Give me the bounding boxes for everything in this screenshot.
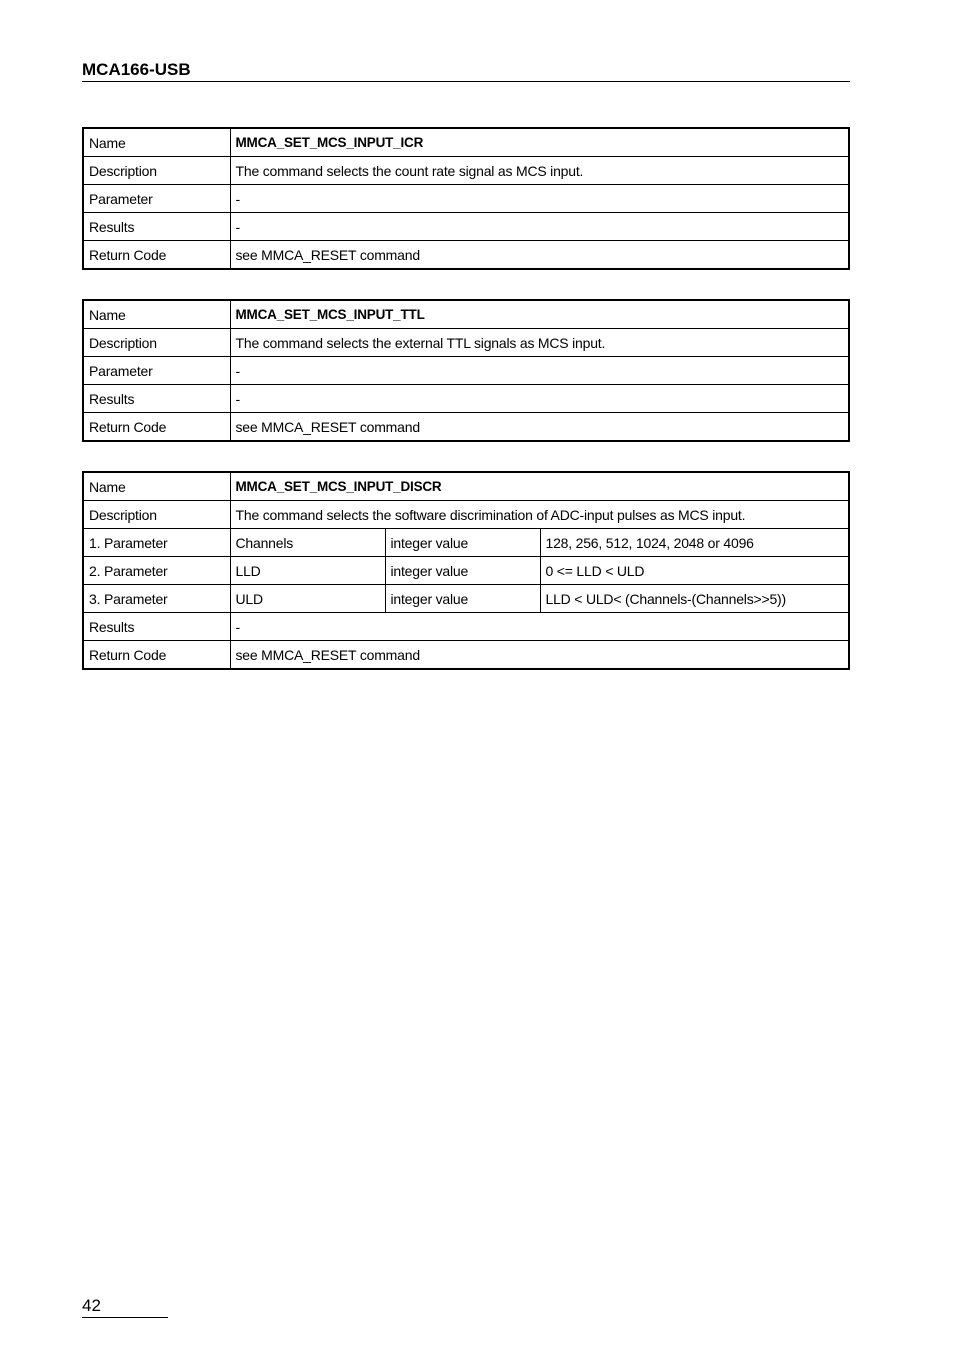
table-row	[83, 300, 849, 329]
table-row	[83, 329, 849, 357]
command-table-ttl	[82, 299, 850, 442]
table-row	[83, 501, 849, 529]
description-value: The command selects the external TTL signals as MCS input.	[230, 329, 849, 357]
command-name: MMCA_SET_MCS_INPUT_ICR	[230, 128, 849, 157]
parameter-label: 3. Parameter	[83, 585, 230, 613]
parameter-name: LLD	[230, 557, 385, 585]
table-row	[83, 472, 849, 501]
parameter-row	[83, 529, 849, 557]
parameter-type: integer value	[385, 585, 540, 613]
description-value: The command selects the software discrimination of ADC-input pulses as MCS input.	[230, 501, 849, 529]
name-label: Name	[83, 128, 230, 157]
parameter-row	[83, 557, 849, 585]
parameter-value: -	[230, 357, 849, 385]
command-name: MMCA_SET_MCS_INPUT_TTL	[230, 300, 849, 329]
parameter-name: Channels	[230, 529, 385, 557]
return-code-label: Return Code	[83, 241, 230, 270]
results-value: -	[230, 385, 849, 413]
parameter-type: integer value	[385, 529, 540, 557]
parameter-name: ULD	[230, 585, 385, 613]
table-row	[83, 613, 849, 641]
results-label: Results	[83, 213, 230, 241]
table-row	[83, 413, 849, 442]
parameter-range: 0 <= LLD < ULD	[540, 557, 849, 585]
table-row	[83, 185, 849, 213]
table-row	[83, 385, 849, 413]
parameter-value: -	[230, 185, 849, 213]
return-code-label: Return Code	[83, 413, 230, 442]
command-name: MMCA_SET_MCS_INPUT_DISCR	[230, 472, 849, 501]
table-row	[83, 241, 849, 270]
parameter-label: Parameter	[83, 185, 230, 213]
return-code-value: see MMCA_RESET command	[230, 241, 849, 270]
description-label: Description	[83, 329, 230, 357]
parameter-range: LLD < ULD< (Channels-(Channels>>5))	[540, 585, 849, 613]
results-label: Results	[83, 613, 230, 641]
parameter-label: 1. Parameter	[83, 529, 230, 557]
page-header	[82, 60, 850, 82]
results-label: Results	[83, 385, 230, 413]
table-row	[83, 213, 849, 241]
return-code-value: see MMCA_RESET command	[230, 413, 849, 442]
table-row	[83, 641, 849, 670]
table-row	[83, 128, 849, 157]
name-label: Name	[83, 472, 230, 501]
parameter-row	[83, 585, 849, 613]
parameter-range: 128, 256, 512, 1024, 2048 or 4096	[540, 529, 849, 557]
description-label: Description	[83, 501, 230, 529]
table-row	[83, 357, 849, 385]
command-table-icr	[82, 127, 850, 270]
document-title: MCA166-USB	[82, 60, 191, 79]
command-table-discr	[82, 471, 850, 670]
table-row	[83, 157, 849, 185]
name-label: Name	[83, 300, 230, 329]
parameter-label: Parameter	[83, 357, 230, 385]
return-code-label: Return Code	[83, 641, 230, 670]
results-value: -	[230, 213, 849, 241]
description-value: The command selects the count rate signal as MCS input.	[230, 157, 849, 185]
return-code-value: see MMCA_RESET command	[230, 641, 849, 670]
parameter-label: 2. Parameter	[83, 557, 230, 585]
parameter-type: integer value	[385, 557, 540, 585]
results-value: -	[230, 613, 849, 641]
page-number: 42	[82, 1296, 168, 1318]
description-label: Description	[83, 157, 230, 185]
